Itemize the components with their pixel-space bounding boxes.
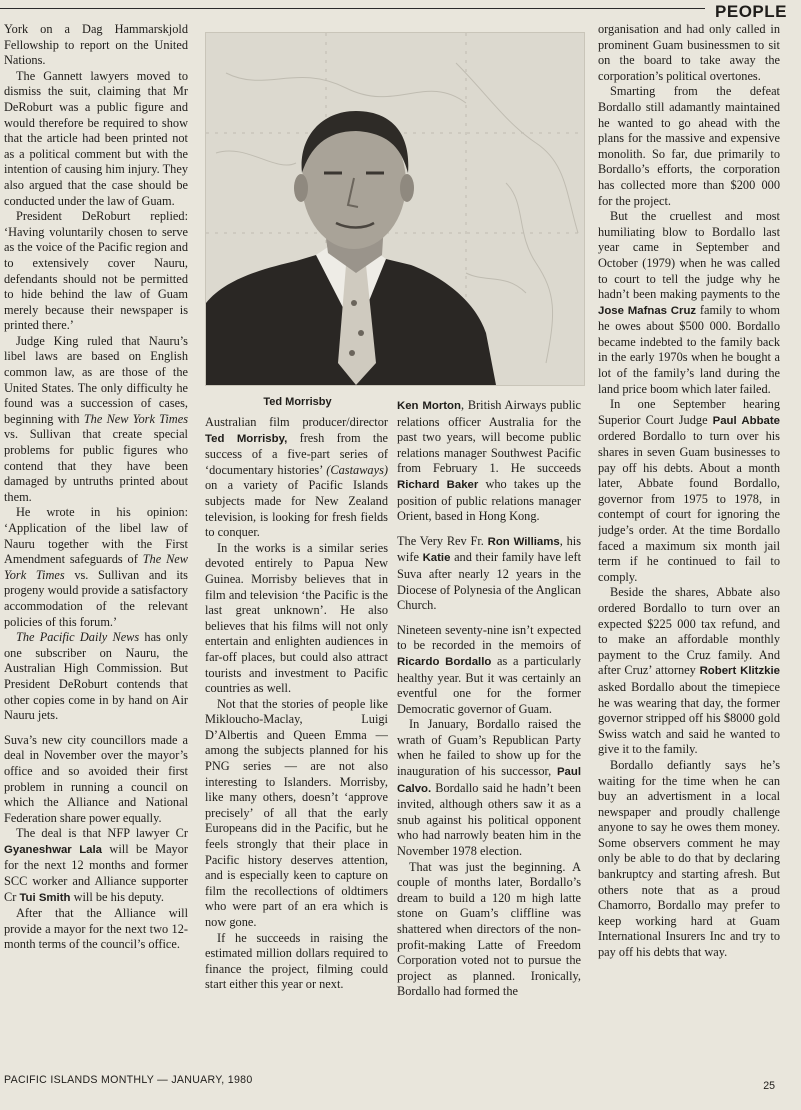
article-column-2 xyxy=(205,415,388,1070)
paragraph: Bordallo defiantly says he’s waiting for the time when he can buy an advertisment in a local newspaper and proudly challenge anyone to say he owes them money. Some observers comment he may only be able to do that by declaring bankruptcy and starting afresh. But others note that as a proud Chamorro, Bordallo may prefer to keep working hard at Guam International Insurers Inc and try to pay off his debts that way. xyxy=(598,757,780,960)
paragraph: Beside the shares, Abbate also ordered Bordallo to turn over an expected $225 000 tax refund, and to make an affordable monthly payment to the Cruz family. And after Cruz’ attorney Robert Klitzkie asked Bordallo about the timepiece he was wearing that day, the former governor stripped off his $8000 gold Swiss watch and said he wanted to give it to the family. xyxy=(598,585,780,757)
paragraph: Nineteen seventy-nine isn’t expected to be recorded in the memoirs of Ricardo Bordallo as a particularly healthy year. But it was certainly an eventful one for the former Democratic governor of Guam. xyxy=(397,622,581,716)
paragraph: If he succeeds in raising the estimated million dollars required to finance the project, filming could start either this year or next. xyxy=(205,930,388,992)
paragraph: President DeRoburt replied: ‘Having voluntarily chosen to serve as the voice of the Pacific region and to extensively cover Nauru, defendants should not be permitted to hide behind the law of Guam merely because their newspaper is printed there.’ xyxy=(4,209,188,333)
paragraph: In the works is a similar series devoted entirely to Papua New Guinea. Morrisby believes that in film and television ‘the Pacific is the last great unknown’. He also believes that his films will not only entertain and enlighten audiences in far-off places, but could also attract tourists and investment to Pacific countries as well. xyxy=(205,540,388,696)
paragraph: The Gannett lawyers moved to dismiss the suit, claiming that Mr DeRoburt was a public figure and would therefore be required to show that the article had been printed not as a political comment but with the intention of causing him injury. They also argued that the case should be conducted under the law of Guam. xyxy=(4,68,188,208)
paragraph: Judge King ruled that Nauru’s libel laws are based on English common law, as are those of the United States. The only difficulty he found was a succession of cases, beginning with The New York Times vs. Sullivan that create special problems for public figures who contend that they have been damaged by untruths printed about them. xyxy=(4,333,188,504)
publication-footer: PACIFIC ISLANDS MONTHLY — JANUARY, 1980 xyxy=(4,1074,253,1086)
article-column-4 xyxy=(598,22,780,1070)
paragraph: Suva’s new city councillors made a deal in November over the mayor’s office and so avoided their first problem in running a council on which the Alliance and National Federation share power equally. xyxy=(4,732,188,825)
paragraph: The Pacific Daily News has only one subscriber on Nauru, the Australian High Commission. But President DeRoburt contends that other copies come in by hand on Air Nauru jets. xyxy=(4,630,188,723)
paragraph: After that the Alliance will provide a mayor for the next two 12-month terms of the council’s office. xyxy=(4,906,188,952)
paragraph: organisation and had only called in prominent Guam businessmen to sit on the board to take away the corporation’s political overtones. xyxy=(598,22,780,83)
section-heading: PEOPLE xyxy=(715,2,787,21)
paragraph: That was just the beginning. A couple of months later, Bordallo’s dream to build a 120 m high latte stone on Guam’s cliffline was shattered when directors of the non-profit-making Latte of Freedom Corporation voted not to pursue the project as planned. Ironically, Bordallo had formed the xyxy=(397,859,581,999)
photo-caption: Ted Morrisby xyxy=(263,396,332,408)
paragraph: But the cruellest and most humiliating blow to Bordallo last year came in September and October (1979) when he was called to court to tell the judge why he hadn’t been making payments to the Jose Mafnas Cruz family to whom he owes about $500 000. Bordallo became indebted to the family back in the early 1970s when he bought a lot of the family’s land during the land price boom which later failed. xyxy=(598,209,780,396)
article-column-3 xyxy=(397,398,581,1070)
paragraph: In one September hearing Superior Court Judge Paul Abbate ordered Bordallo to turn over his shares in seven Guam businesses to pay off his debts. About a month later, Abbate found Bordallo, governor from 1975 to 1978, in contempt of court for ignoring the judge’s order. At the time Bordallo faced a maximum six month jail term if he continued to fail to comply. xyxy=(598,397,780,584)
paragraph: Ken Morton, British Airways public relations officer Australia for the past two years, will become public relations manager Southwest Pacific from February 1. He succeeds Richard Baker who takes up the position of public relations manager Orient, based in Hong Kong. xyxy=(397,398,581,524)
paragraph: He wrote in his opinion: ‘Application of the libel law of Nauru together with the First Amendment safeguards of The New York Times vs. Sullivan and its progeny would provide a satisfactory accommodation of the relevant policies of this forum.’ xyxy=(4,505,188,629)
paragraph: Not that the stories of people like Mikloucho-Maclay, Luigi D’Albertis and Queen Emma — among the subjects planned for his PNG series — are not also interesting to Islanders. Morrisby, like many others, doesn’t ‘approve precisely’ of all that the early Europeans did in the Pacific, but he feels strongly that their place in Pacific history deserves attention, and is especially keen to capture on film the recollections of oldtimers who were part of an era which is now gone. xyxy=(205,696,388,929)
paragraph: York on a Dag Hammarskjold Fellowship to report on the United Nations. xyxy=(4,22,188,68)
paragraph: Smarting from the defeat Bordallo still adamantly maintained he wanted to go ahead with the plans for the massive and expensive monolith. So far, due primarily to Bordallo’s efforts, the corporation has collected more than $200 000 for the project. xyxy=(598,84,780,208)
page-number: 25 xyxy=(763,1080,775,1092)
article-column-1 xyxy=(4,22,188,1067)
paragraph: In January, Bordallo raised the wrath of Guam’s Republican Party when he failed to show up for the inauguration of his successor, Paul Calvo. Bordallo said he hadn’t been invited, although others saw it as a snub against his political opponent who had narrowly beaten him in the November 1978 election. xyxy=(397,717,581,859)
top-rule xyxy=(0,8,705,9)
paragraph: The deal is that NFP lawyer Cr Gyaneshwar Lala will be Mayor for the next 12 months and former SCC worker and Alliance supporter Cr Tui Smith will be his deputy. xyxy=(4,826,188,904)
paragraph: The Very Rev Fr. Ron Williams, his wife Katie and their family have left Suva after nearly 12 years in the Diocese of Polynesia of the Anglican Church. xyxy=(397,533,581,613)
paragraph: Australian film producer/director Ted Morrisby, fresh from the success of a five-part series of ‘documentary histories’ (Castaways) on a variety of Pacific Islands subjects made for New Zealand television, is looking for fresh fields to conquer. xyxy=(205,415,388,540)
portrait-photo xyxy=(205,32,585,386)
